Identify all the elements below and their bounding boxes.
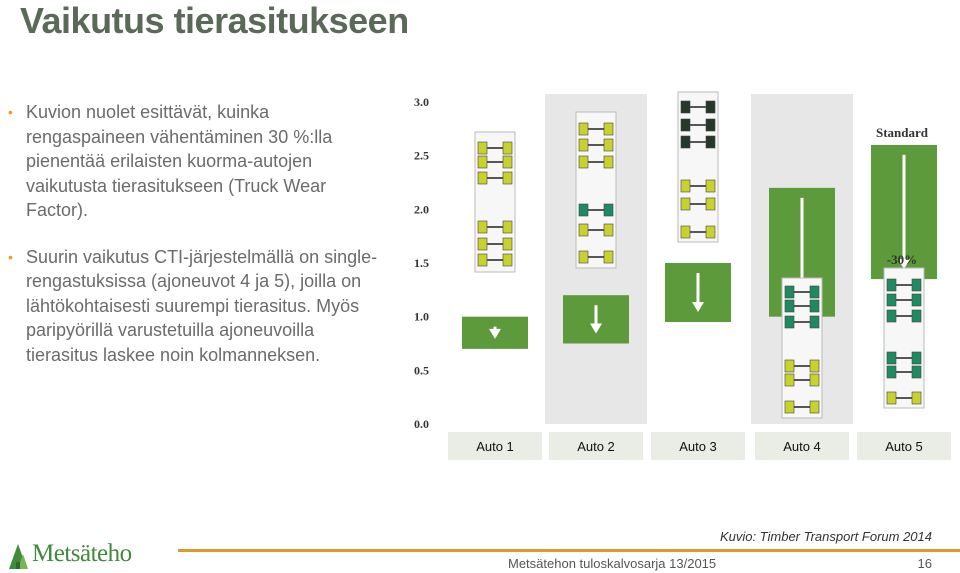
wheel — [579, 204, 588, 216]
wheel — [810, 300, 819, 312]
wheel — [604, 224, 613, 236]
wheel — [785, 374, 794, 386]
y-tick-label: 1.5 — [414, 256, 429, 270]
wheel — [912, 279, 921, 291]
wheel — [887, 310, 896, 322]
wheel — [579, 224, 588, 236]
wheel — [706, 180, 715, 192]
x-tick-label: Auto 4 — [783, 439, 821, 454]
wheel — [503, 156, 512, 168]
wheel — [785, 316, 794, 328]
wheel — [912, 310, 921, 322]
bullet-item — [8, 245, 388, 368]
footer-text: Metsätehon tuloskalvosarja 13/2015 — [508, 556, 717, 571]
y-tick-label: 1.0 — [414, 309, 429, 324]
wheel — [912, 352, 921, 364]
wheel — [681, 198, 690, 210]
wheel — [810, 374, 819, 386]
wheel — [887, 352, 896, 364]
wheel — [810, 360, 819, 372]
wheel — [503, 221, 512, 233]
wheel — [503, 142, 512, 154]
page-title: Vaikutus tierasitukseen — [20, 0, 409, 41]
x-tick-label: Auto 1 — [476, 439, 514, 454]
bullet-dot-icon: • — [8, 248, 13, 265]
wheel — [887, 366, 896, 378]
wheel — [478, 156, 487, 168]
bullet-item — [8, 100, 388, 223]
y-tick-label: 0.5 — [414, 363, 429, 378]
wheel — [503, 254, 512, 266]
y-tick-label: 0.0 — [414, 417, 429, 431]
wheel — [785, 300, 794, 312]
wheel — [503, 238, 512, 250]
truck-body — [576, 112, 616, 268]
truck-body — [782, 278, 822, 418]
chart-svg — [400, 82, 960, 470]
wheel — [579, 139, 588, 151]
wheel — [579, 123, 588, 135]
wheel — [912, 294, 921, 306]
x-tick-label: Auto 5 — [885, 439, 923, 454]
wheel — [785, 286, 794, 298]
wheel — [478, 221, 487, 233]
truck-body — [678, 92, 718, 242]
wheel — [810, 316, 819, 328]
source-caption: Kuvio: Timber Transport Forum 2014 — [719, 529, 932, 544]
wheel — [681, 180, 690, 192]
wheel — [887, 279, 896, 291]
footer-divider — [178, 549, 960, 552]
bullet-dot-icon: • — [8, 104, 13, 120]
wheel — [706, 101, 715, 113]
wheel — [785, 401, 794, 413]
x-tick-label: Auto 2 — [577, 439, 615, 454]
bullet-list — [8, 100, 388, 389]
wheel — [681, 136, 690, 148]
x-tick-label: Auto 3 — [679, 439, 717, 454]
wheel — [604, 123, 613, 135]
wheel — [579, 251, 588, 263]
y-tick-label: 2.5 — [414, 148, 429, 163]
wheel — [579, 156, 588, 168]
bullet-text: Kuvion nuolet esittävät, kuinka rengaspaineen vähentäminen 30 %:lla pienentää erilaisten kuorma-autojen vaikutusta tierasitukseen (Truck Wear Factor). — [26, 102, 333, 220]
wheel — [706, 136, 715, 148]
wheel — [681, 101, 690, 113]
page-number: 16 — [917, 556, 932, 571]
wheel — [706, 198, 715, 210]
wheel — [810, 401, 819, 413]
y-tick-label: 3.0 — [414, 95, 429, 109]
wheel — [785, 360, 794, 372]
bullet-text: Suurin vaikutus CTI-järjestelmällä on single-rengastuksissa (ajoneuvot 4 ja 5), joilla on lähtökohtaisesti suurempi tierasitus. Myös paripyörillä varustetuilla ajoneuvoilla tierasitus laskee noin kolmanneksen. — [26, 246, 378, 365]
annotation-standard: Standard — [875, 125, 929, 140]
wheel — [706, 119, 715, 131]
wheel — [604, 204, 613, 216]
wheel — [887, 392, 896, 404]
chart — [400, 82, 960, 470]
wheel — [912, 366, 921, 378]
wheel — [478, 142, 487, 154]
wheel — [706, 226, 715, 238]
wheel — [503, 172, 512, 184]
wheel — [604, 251, 613, 263]
wheel — [810, 286, 819, 298]
annotation-reduction: -30% — [886, 252, 918, 267]
wheel — [604, 156, 613, 168]
wheel — [681, 119, 690, 131]
wheel — [478, 238, 487, 250]
y-tick-label: 2.0 — [414, 202, 429, 217]
logo-text: Metsäteho — [32, 540, 132, 567]
wheel — [887, 294, 896, 306]
wheel — [604, 139, 613, 151]
wheel — [912, 392, 921, 404]
wheel — [478, 172, 487, 184]
wheel — [478, 254, 487, 266]
wheel — [681, 226, 690, 238]
